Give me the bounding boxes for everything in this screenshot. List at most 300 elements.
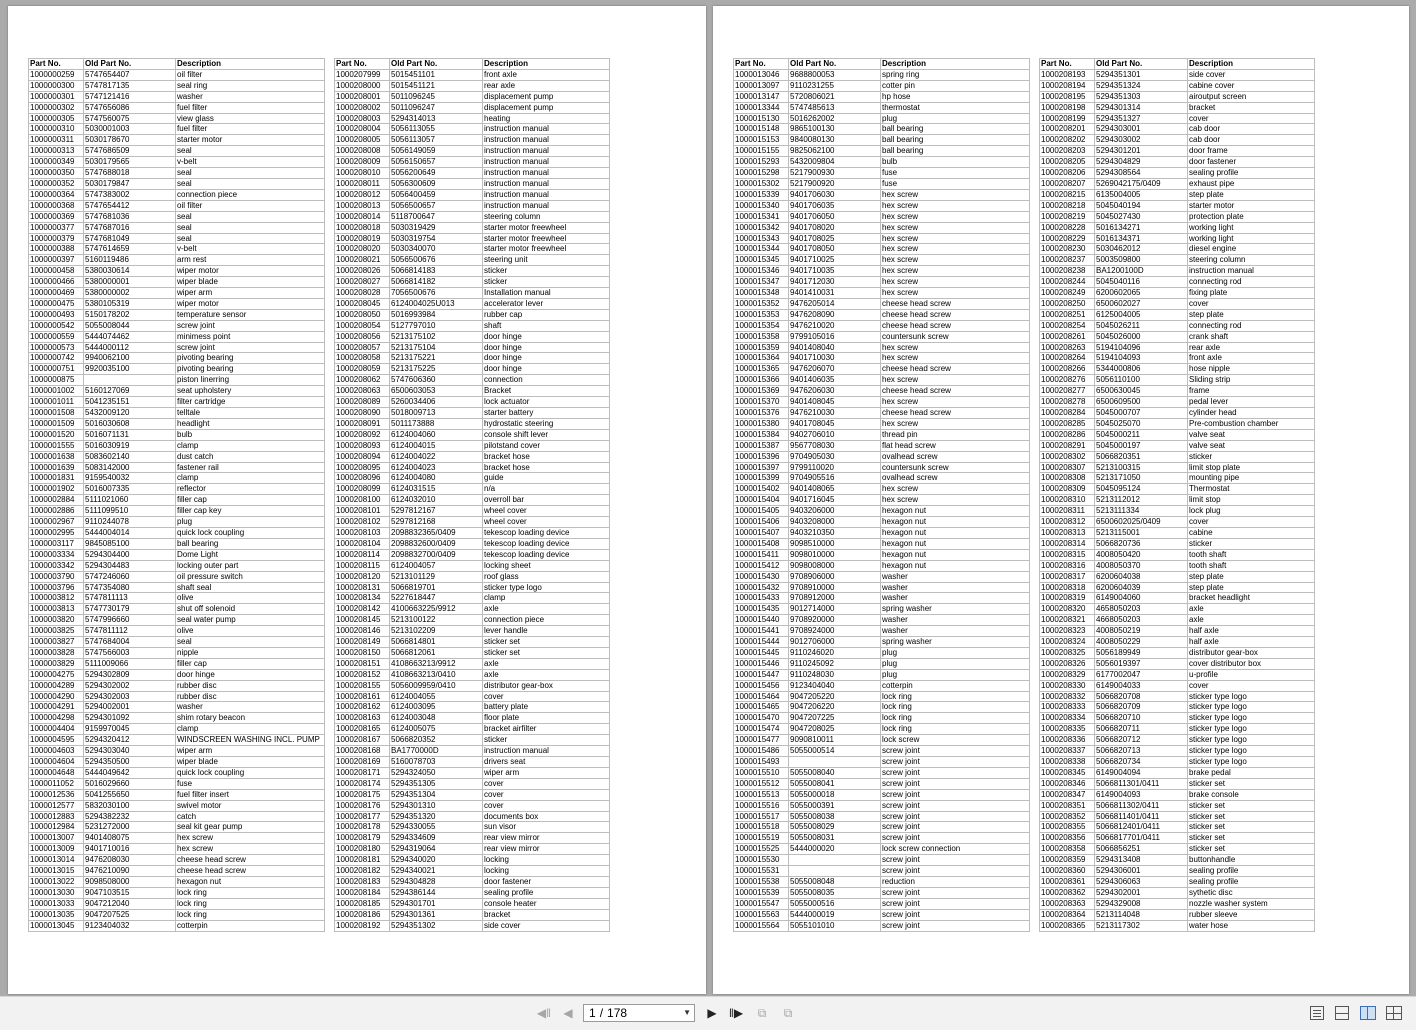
description-cell: seal <box>176 637 325 648</box>
old-part-no-cell: 9401708045 <box>789 418 881 429</box>
description-cell: seal ring <box>176 80 325 91</box>
description-cell: instruction manual <box>483 178 610 189</box>
part-no-cell: 1000004595 <box>29 735 84 746</box>
part-no-cell: 1000004603 <box>29 746 84 757</box>
old-part-no-cell: 5055000018 <box>789 789 881 800</box>
table-row <box>29 844 325 855</box>
old-part-no-cell: 5294314013 <box>390 113 483 124</box>
old-part-no-cell: 9704905030 <box>789 451 881 462</box>
part-no-cell: 1000208056 <box>335 331 390 342</box>
old-part-no-cell: 9476208090 <box>789 309 881 320</box>
parts-table-3 <box>733 58 1030 932</box>
table-row <box>734 331 1030 342</box>
part-no-cell: 1000015512 <box>734 778 789 789</box>
part-no-cell: 1000000349 <box>29 157 84 168</box>
description-cell: connecting rod <box>1188 320 1315 331</box>
old-part-no-cell: 9401712030 <box>789 277 881 288</box>
old-part-no-cell: 5294304829 <box>1095 157 1188 168</box>
part-no-cell: 1000208151 <box>335 658 390 669</box>
part-no-cell: 1000208013 <box>335 200 390 211</box>
description-cell: instruction manual <box>483 157 610 168</box>
table-row <box>1040 767 1315 778</box>
description-cell: swivel motor <box>176 800 325 811</box>
part-no-cell: 1000208099 <box>335 484 390 495</box>
description-cell: displacement pump <box>483 91 610 102</box>
table-row <box>1040 331 1315 342</box>
old-part-no-cell: 5747485613 <box>789 102 881 113</box>
continuous-view-icon[interactable] <box>1335 1006 1349 1020</box>
page-total: 178 <box>607 1006 628 1020</box>
old-part-no-cell: 6149004094 <box>1095 767 1188 778</box>
table-row <box>29 626 325 637</box>
old-part-no-cell: 9401710025 <box>789 255 881 266</box>
table-row <box>335 353 610 364</box>
description-cell: instruction manual <box>483 189 610 200</box>
description-cell: limit stop <box>1188 495 1315 506</box>
table-row <box>1040 560 1315 571</box>
part-no-cell: 1000015345 <box>734 255 789 266</box>
part-no-cell: 1000208165 <box>335 724 390 735</box>
old-part-no-cell: 5294324050 <box>390 767 483 778</box>
part-no-cell: 1000001831 <box>29 473 84 484</box>
part-no-cell: 1000208291 <box>1040 440 1095 451</box>
part-no-cell: 1000000313 <box>29 146 84 157</box>
description-cell: screw joint <box>881 800 1030 811</box>
description-cell: sticker type logo <box>1188 746 1315 757</box>
part-no-cell: 1000208198 <box>1040 102 1095 113</box>
old-part-no-cell: 5227618447 <box>390 593 483 604</box>
old-part-no-cell: 5111099510 <box>84 506 176 517</box>
table-row <box>734 538 1030 549</box>
table-row <box>734 440 1030 451</box>
table-row <box>734 658 1030 669</box>
description-cell: reduction <box>881 876 1030 887</box>
part-no-cell: 1000208358 <box>1040 844 1095 855</box>
old-part-no-cell: 5066820736 <box>1095 538 1188 549</box>
table-row <box>29 200 325 211</box>
table-row <box>335 517 610 528</box>
old-part-no-cell: 5380030614 <box>84 266 176 277</box>
old-part-no-cell: 9688800053 <box>789 69 881 80</box>
old-part-no-cell: 5111009066 <box>84 658 176 669</box>
part-no-cell: 1000015359 <box>734 342 789 353</box>
table-row <box>734 527 1030 538</box>
description-cell: washer <box>881 582 1030 593</box>
old-part-no-cell: 9920035100 <box>84 364 176 375</box>
table-row <box>734 429 1030 440</box>
table-row <box>1040 920 1315 931</box>
description-cell: door hinge <box>483 364 610 375</box>
description-cell: lock ring <box>881 724 1030 735</box>
table-row <box>1040 637 1315 648</box>
old-part-no-cell: 5041235151 <box>84 397 176 408</box>
table-row <box>1040 604 1315 615</box>
old-part-no-cell: 5213175221 <box>390 353 483 364</box>
table-row <box>1040 800 1315 811</box>
table-row <box>734 451 1030 462</box>
part-no-cell: 1000208174 <box>335 778 390 789</box>
old-part-no-cell: 9047207225 <box>789 713 881 724</box>
description-cell: distributor gear-box <box>1188 647 1315 658</box>
old-part-no-cell: 5015451101 <box>390 69 483 80</box>
table-row <box>1040 124 1315 135</box>
description-cell: seal <box>176 222 325 233</box>
part-no-cell: 1000208114 <box>335 549 390 560</box>
old-part-no-cell: 9401408075 <box>84 833 176 844</box>
part-no-cell: 1000208325 <box>1040 647 1095 658</box>
table-row <box>335 288 610 299</box>
old-part-no-cell: 9401706050 <box>789 211 881 222</box>
description-cell: hex screw <box>881 200 1030 211</box>
old-part-no-cell: 5747681036 <box>84 211 176 222</box>
part-no-cell: 1000015433 <box>734 593 789 604</box>
old-part-no-cell: 5066820711 <box>1095 724 1188 735</box>
table-row <box>1040 844 1315 855</box>
table-row <box>29 255 325 266</box>
description-cell: wiper arm <box>483 767 610 778</box>
description-cell: rubber sleeve <box>1188 909 1315 920</box>
table-row <box>29 702 325 713</box>
part-no-cell: 1000208351 <box>1040 800 1095 811</box>
description-cell: oil pressure switch <box>176 571 325 582</box>
table-row <box>29 571 325 582</box>
old-part-no-cell: 5444000020 <box>789 844 881 855</box>
old-part-no-cell: 9401706035 <box>789 200 881 211</box>
description-cell: cab door <box>1188 135 1315 146</box>
description-cell: oil filter <box>176 200 325 211</box>
old-part-no-cell: 9567708030 <box>789 440 881 451</box>
old-part-no-cell: 5294304483 <box>84 560 176 571</box>
old-part-no-cell: 5016030608 <box>84 418 176 429</box>
description-cell: sticker type logo <box>1188 724 1315 735</box>
part-no-cell: 1000015456 <box>734 680 789 691</box>
description-cell: cotterpin <box>176 920 325 931</box>
old-part-no-cell: 5016030919 <box>84 440 176 451</box>
old-part-no-cell: 5066820713 <box>1095 746 1188 757</box>
part-no-cell: 1000015348 <box>734 288 789 299</box>
table-row <box>29 331 325 342</box>
table-row <box>1040 353 1315 364</box>
description-cell: accelerator lever <box>483 298 610 309</box>
part-no-cell: 1000000493 <box>29 309 84 320</box>
description-cell: arm rest <box>176 255 325 266</box>
old-part-no-cell: 9098508000 <box>84 876 176 887</box>
old-part-no-cell: 5194104093 <box>1095 353 1188 364</box>
part-no-cell: 1000000377 <box>29 222 84 233</box>
table-row <box>335 298 610 309</box>
table-row <box>734 757 1030 768</box>
table-row <box>734 702 1030 713</box>
old-part-no-cell: 5016262002 <box>789 113 881 124</box>
old-part-no-cell: 5030340070 <box>390 244 483 255</box>
description-cell: fuse <box>881 178 1030 189</box>
table-row <box>29 506 325 517</box>
part-no-cell: 1000000311 <box>29 135 84 146</box>
table-row <box>1040 266 1315 277</box>
part-no-cell: 1000208195 <box>1040 91 1095 102</box>
old-part-no-cell: 9476206030 <box>789 386 881 397</box>
old-part-no-cell: 5066820710 <box>1095 713 1188 724</box>
table-row <box>29 724 325 735</box>
old-part-no-cell: 5747817135 <box>84 80 176 91</box>
table-row <box>1040 866 1315 877</box>
description-cell: fuel filter <box>176 102 325 113</box>
old-part-no-cell: 5066820352 <box>390 735 483 746</box>
old-part-no-cell: 5127797010 <box>390 320 483 331</box>
old-part-no-cell: 5294329008 <box>1095 898 1188 909</box>
description-cell: lock plug <box>1188 506 1315 517</box>
old-part-no-cell: 5832030100 <box>84 800 176 811</box>
table-row <box>29 789 325 800</box>
description-cell: piston linerring <box>176 375 325 386</box>
description-cell: screw joint <box>881 920 1030 931</box>
description-cell: shim rotary beacon <box>176 713 325 724</box>
description-cell: seal kit gear pump <box>176 822 325 833</box>
part-no-cell: 1000003828 <box>29 647 84 658</box>
old-part-no-cell: 5213101129 <box>390 571 483 582</box>
description-cell: shaft <box>483 320 610 331</box>
part-no-cell: 1000015531 <box>734 866 789 877</box>
description-cell: olive <box>176 593 325 604</box>
table-row <box>1040 440 1315 451</box>
table-row <box>734 189 1030 200</box>
part-no-cell: 1000000559 <box>29 331 84 342</box>
part-no-cell: 1000208089 <box>335 397 390 408</box>
part-no-cell: 1000208045 <box>335 298 390 309</box>
part-no-cell: 1000208365 <box>1040 920 1095 931</box>
old-part-no-cell: 5294303040 <box>84 746 176 757</box>
part-no-cell: 1000015293 <box>734 157 789 168</box>
description-cell: guide <box>483 473 610 484</box>
old-part-no-cell: 9401410031 <box>789 288 881 299</box>
table-row <box>734 211 1030 222</box>
table-row <box>29 647 325 658</box>
old-part-no-cell: 6124031515 <box>390 484 483 495</box>
old-part-no-cell: 5294303001 <box>1095 124 1188 135</box>
description-cell: displacement pump <box>483 102 610 113</box>
table-row <box>1040 724 1315 735</box>
table-row <box>335 571 610 582</box>
old-part-no-cell: 5444074462 <box>84 331 176 342</box>
table-row <box>1040 255 1315 266</box>
part-no-cell: 1000015402 <box>734 484 789 495</box>
table-row <box>29 168 325 179</box>
part-no-cell: 1000000350 <box>29 168 84 179</box>
old-part-no-cell: 5213112012 <box>1095 495 1188 506</box>
table-row <box>335 462 610 473</box>
part-no-cell: 1000208102 <box>335 517 390 528</box>
table-row <box>734 909 1030 920</box>
table-row <box>335 757 610 768</box>
part-no-cell: 1000000305 <box>29 113 84 124</box>
description-cell: console heater <box>483 898 610 909</box>
part-no-cell: 1000000458 <box>29 266 84 277</box>
old-part-no-cell: 2098832700/0409 <box>390 549 483 560</box>
old-part-no-cell: 5066820709 <box>1095 702 1188 713</box>
old-part-no-cell: 5045025070 <box>1095 418 1188 429</box>
old-part-no-cell: 9110231255 <box>789 80 881 91</box>
part-no-cell: 1000015538 <box>734 876 789 887</box>
description-cell: hex screw <box>881 288 1030 299</box>
old-part-no-cell: 5066819701 <box>390 582 483 593</box>
old-part-no-cell: 9401408065 <box>789 484 881 495</box>
previous-view-icon[interactable]: ⧉ <box>757 1005 767 1020</box>
old-part-no-cell: 5747688018 <box>84 168 176 179</box>
description-cell: door fastener <box>483 876 610 887</box>
part-no-cell: 1000015547 <box>734 898 789 909</box>
table-row <box>1040 364 1315 375</box>
table-row <box>335 887 610 898</box>
table-row <box>29 495 325 506</box>
first-page-icon[interactable]: ◀‖ <box>536 1006 552 1020</box>
description-cell: distributor gear-box <box>483 680 610 691</box>
description-cell: step plate <box>1188 582 1315 593</box>
part-no-cell: 1000013014 <box>29 855 84 866</box>
description-cell: starter motor <box>1188 200 1315 211</box>
table-row <box>734 408 1030 419</box>
description-cell: screw joint <box>881 811 1030 822</box>
description-cell: seat upholstery <box>176 386 325 397</box>
table-row <box>335 724 610 735</box>
two-page-view-icon[interactable] <box>1360 1006 1376 1020</box>
old-part-no-cell: 5294350500 <box>84 757 176 768</box>
description-cell: WINDSCREEN WASHING INCL. PUMP <box>176 735 325 746</box>
old-part-no-cell: 5213117302 <box>1095 920 1188 931</box>
old-part-no-cell: 5055008035 <box>789 887 881 898</box>
part-no-cell: 1000208095 <box>335 462 390 473</box>
description-cell: side cover <box>1188 69 1315 80</box>
part-no-cell: 1000208008 <box>335 146 390 157</box>
description-cell: half axle <box>1188 637 1315 648</box>
description-cell: lock ring <box>176 887 325 898</box>
description-cell: limit stop plate <box>1188 462 1315 473</box>
table-row <box>734 135 1030 146</box>
description-cell: sticker set <box>1188 811 1315 822</box>
part-no-cell: 1000015465 <box>734 702 789 713</box>
description-cell: cheese head screw <box>881 309 1030 320</box>
part-no-cell: 1000208050 <box>335 309 390 320</box>
part-no-cell: 1000208167 <box>335 735 390 746</box>
old-part-no-cell: 5294334609 <box>390 833 483 844</box>
description-cell: connection piece <box>483 615 610 626</box>
description-cell: cheese head screw <box>881 320 1030 331</box>
table-row <box>335 102 610 113</box>
part-no-cell: 1000208313 <box>1040 527 1095 538</box>
old-part-no-cell: 9708924000 <box>789 626 881 637</box>
part-no-cell: 1000012984 <box>29 822 84 833</box>
table-row <box>335 408 610 419</box>
old-part-no-cell: 5055008048 <box>789 876 881 887</box>
part-no-cell: 1000208361 <box>1040 876 1095 887</box>
old-part-no-cell: 5066812401/0411 <box>1095 822 1188 833</box>
description-cell: bracket airfilter <box>483 724 610 735</box>
two-page-continuous-view-icon[interactable] <box>1386 1006 1402 1020</box>
page-number-input[interactable] <box>583 1004 695 1022</box>
chevron-down-icon[interactable]: ▼ <box>683 1008 691 1017</box>
previous-page-icon[interactable]: ◀ <box>563 1006 573 1020</box>
table-row <box>29 898 325 909</box>
old-part-no-cell: 5056500657 <box>390 200 483 211</box>
old-part-no-cell: 9401708020 <box>789 222 881 233</box>
old-part-no-cell: 5011173888 <box>390 418 483 429</box>
table-row <box>29 211 325 222</box>
table-row <box>335 582 610 593</box>
old-part-no-cell: 5011096247 <box>390 102 483 113</box>
next-view-icon[interactable]: ⧉ <box>783 1005 793 1020</box>
single-page-view-icon[interactable] <box>1310 1006 1324 1020</box>
document-page-left <box>8 6 706 994</box>
part-no-cell: 1000000397 <box>29 255 84 266</box>
old-part-no-cell: 9401406035 <box>789 375 881 386</box>
old-part-no-cell: 5213100315 <box>1095 462 1188 473</box>
document-page-right <box>713 6 1409 994</box>
description-cell: hex screw <box>881 484 1030 495</box>
description-cell: tekescop loading device <box>483 549 610 560</box>
description-cell: clamp <box>176 473 325 484</box>
part-no-cell: 1000208215 <box>1040 189 1095 200</box>
part-no-cell: 1000001520 <box>29 429 84 440</box>
part-no-cell: 1000003827 <box>29 637 84 648</box>
description-cell: fuel filter insert <box>176 789 325 800</box>
description-cell: sticker set <box>483 647 610 658</box>
part-no-cell: 1000015530 <box>734 855 789 866</box>
old-part-no-cell: 5747246060 <box>84 571 176 582</box>
parts-table-2 <box>334 58 610 932</box>
table-row <box>734 582 1030 593</box>
part-no-cell: 1000001902 <box>29 484 84 495</box>
old-part-no-cell: 6149004093 <box>1095 789 1188 800</box>
table-row <box>335 680 610 691</box>
description-cell: heating <box>483 113 610 124</box>
description-cell: lock ring <box>176 898 325 909</box>
description-cell: seal <box>176 146 325 157</box>
table-row <box>734 484 1030 495</box>
part-no-cell: 1000015464 <box>734 691 789 702</box>
old-part-no-cell: 9401710035 <box>789 266 881 277</box>
part-no-cell: 1000208100 <box>335 495 390 506</box>
next-page-icon[interactable]: ▶ <box>707 1006 717 1020</box>
part-no-cell: 1000003820 <box>29 615 84 626</box>
old-part-no-cell: 5294303002 <box>1095 135 1188 146</box>
part-no-cell: 1000011052 <box>29 778 84 789</box>
old-part-no-cell: 5045026211 <box>1095 320 1188 331</box>
header-row <box>335 59 610 70</box>
old-part-no-cell: 9403210350 <box>789 527 881 538</box>
old-part-no-cell: 5045000211 <box>1095 429 1188 440</box>
last-page-icon[interactable]: ‖▶ <box>728 1006 744 1020</box>
table-row <box>734 168 1030 179</box>
table-row <box>1040 451 1315 462</box>
old-part-no-cell: 9476206070 <box>789 364 881 375</box>
table-row <box>1040 113 1315 124</box>
part-no-cell: 1000208345 <box>1040 767 1095 778</box>
part-no-cell: 1000015474 <box>734 724 789 735</box>
description-cell: screw joint <box>881 887 1030 898</box>
part-no-cell: 1000208115 <box>335 560 390 571</box>
description-cell: lock screw connection <box>881 844 1030 855</box>
table-row <box>1040 69 1315 80</box>
table-row <box>335 527 610 538</box>
description-cell: sticker <box>483 735 610 746</box>
old-part-no-cell: 5055008029 <box>789 822 881 833</box>
part-no-cell: 1000000259 <box>29 69 84 80</box>
table-row <box>29 538 325 549</box>
table-row <box>335 277 610 288</box>
part-no-cell: 1000208360 <box>1040 866 1095 877</box>
description-cell: rubber cap <box>483 309 610 320</box>
description-cell: instruction manual <box>483 168 610 179</box>
part-no-cell: 1000208312 <box>1040 517 1095 528</box>
